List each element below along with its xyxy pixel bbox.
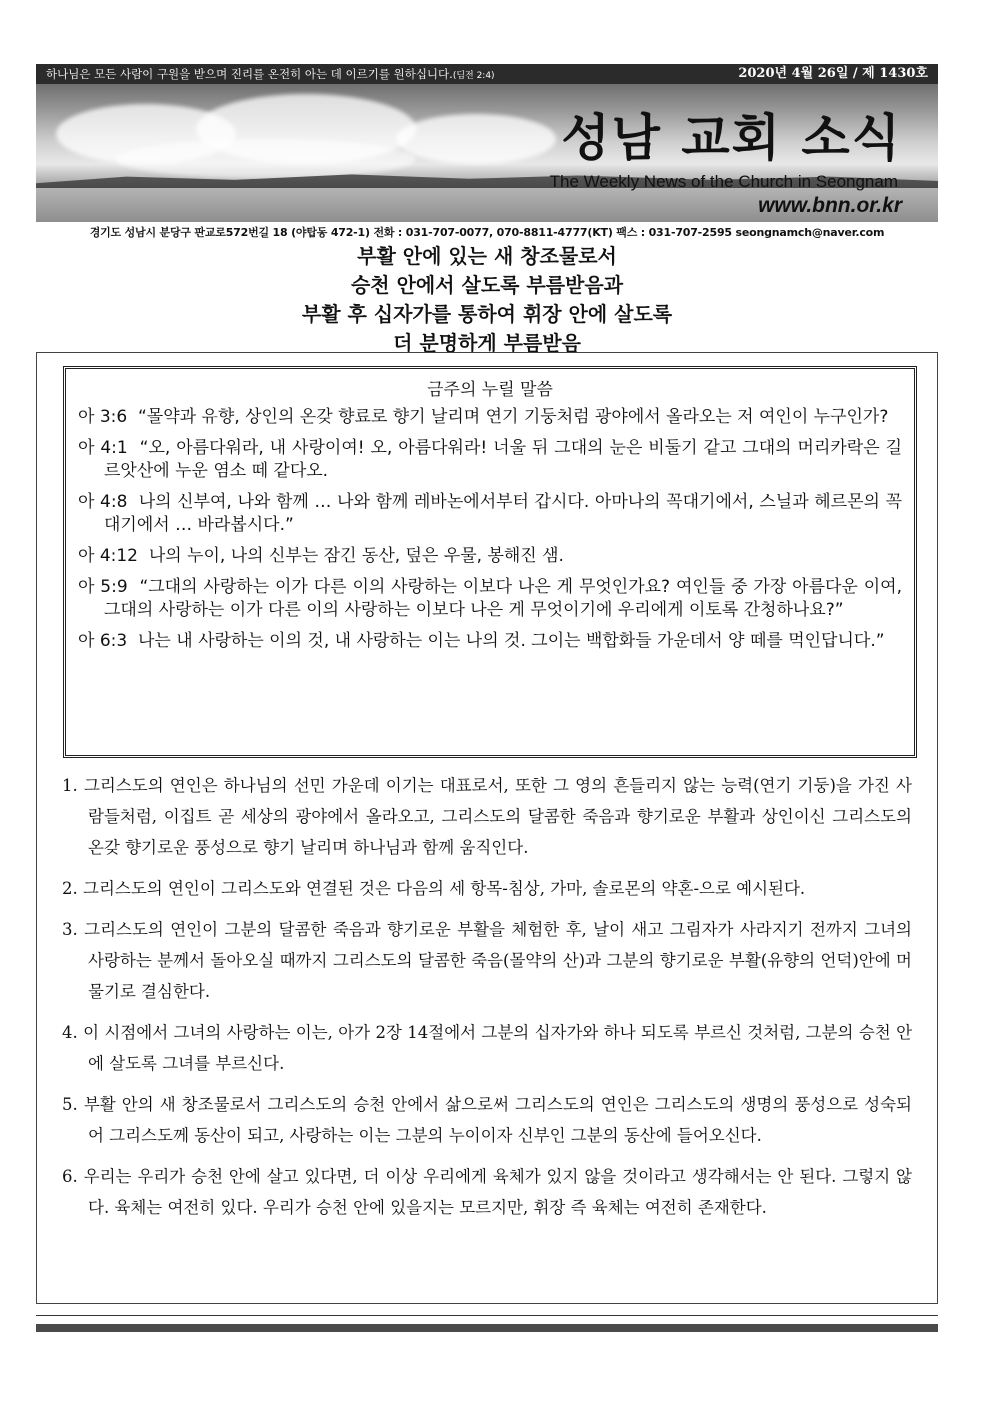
verse-item: 아 5:9 “그대의 사랑하는 이가 다른 이의 사랑하는 이보다 나은 게 무엇인가요? 여인들 중 가장 아름다운 이여, 그대의 사랑하는 이가 다른 이의 사랑하는 이보다 나은 게 무엇이기에 우리에게 이토록 간청하나요?” [78, 577, 902, 620]
outline-point: 4. 이 시점에서 그녀의 사랑하는 이는, 아가 2장 14절에서 그분의 십자가와 하나 되도록 부르신 것처럼, 그분의 승천 안에 살도록 그녀를 부르신다. [62, 1023, 913, 1073]
newsletter-title: 성남 교회 소식 [561, 109, 902, 167]
outline-point: 3. 그리스도의 연인이 그분의 달콤한 죽음과 향기로운 부활을 체험한 후, 날이 새고 그림자가 사라지기 전까지 그녀의 사랑하는 분께서 돌아오실 때까지 그리스도의 달콤한 죽음(몰약의 산)과 그분의 향기로운 부활(유향의 언덕)안에 머물기로 결심한다. [62, 920, 912, 1001]
outline-point: 1. 그리스도의 연인은 하나님의 선민 가운데 이기는 대표로서, 또한 그 영의 흔들리지 않는 능력(연기 기둥)을 가진 사람들처럼, 이집트 곧 세상의 광야에서 올라오고, 그리스도의 달콤한 죽음과 향기로운 부활과 상인이신 그리스도의 온갖 향기로운 풍성으로 향기 날리며 하나님과 함께 움직인다. [62, 776, 912, 857]
verse-item: 아 6:3 나는 내 사랑하는 이의 것, 내 사랑하는 이는 나의 것. 그이는 백합화들 가운데서 양 떼를 먹인답니다.” [78, 631, 885, 651]
outline-point: 6. 우리는 우리가 승천 안에 살고 있다면, 더 이상 우리에게 육체가 있지 않을 것이라고 생각해서는 안 된다. 그렇지 않다. 육체는 여전히 있다. 우리가 승천 안에 있을지는 모르지만, 휘장 즉 육체는 여전히 존재한다. [62, 1167, 912, 1217]
headline-line: 승천 안에서 살도록 부름받음과 [350, 273, 624, 297]
verse-item: 아 3:6 “몰약과 유향, 상인의 온갖 향료로 향기 날리며 연기 기둥처럼 광야에서 올라오는 저 여인이 누구인가? [78, 407, 889, 427]
header-strip [36, 64, 938, 84]
issue-date: 2020년 4월 26일 / 제 1430호 [738, 66, 928, 81]
headline-line: 더 분명하게 부름받음 [393, 331, 581, 355]
verse-item: 아 4:8 나의 신부여, 나와 함께 … 나와 함께 레바논에서부터 갑시다. 아마나의 꼭대기에서, 스닐과 헤르몬의 꼭대기에서 … 바라봅시다.” [78, 492, 902, 535]
motto: 하나님은 모든 사람이 구원을 받으며 진리를 온전히 아는 데 이르기를 원하십니다.(딤전 2:4) [46, 67, 495, 81]
weekly-verses-box [63, 366, 917, 758]
website-url[interactable]: www.bnn.or.kr [758, 194, 902, 217]
verse-item: 아 4:1 “오, 아름다워라, 내 사랑이여! 오, 아름다워라! 너울 뒤 그대의 눈은 비둘기 같고 그대의 머리카락은 길르앗산에 누운 염소 떼 같다오. [78, 438, 903, 481]
masthead-banner [36, 84, 938, 222]
headline-line: 부활 안에 있는 새 창조물로서 [357, 244, 617, 268]
outline-point: 2. 그리스도의 연인이 그리스도와 연결된 것은 다음의 세 항목-침상, 가마, 솔로몬의 약혼-으로 예시된다. [62, 879, 806, 898]
contact-info: 경기도 성남시 분당구 판교로572번길 18 (야탑동 472-1) 전화 : 031-707-0077, 070-8811-4777(KT) 팩스 : 031-707-2595 seongnamch@naver.com [89, 226, 885, 239]
newsletter-subtitle: The Weekly News of the Church in Seongnam [549, 172, 898, 191]
verse-item: 아 4:12 나의 누이, 나의 신부는 잠긴 동산, 덮은 우물, 봉해진 샘. [78, 546, 564, 566]
footer-divider [36, 1315, 938, 1316]
headline-line: 부활 후 십자가를 통하여 휘장 안에 살도록 [301, 302, 673, 326]
verses-title: 금주의 누릴 말씀 [427, 380, 553, 400]
outline-points [62, 770, 912, 1233]
outline-point: 5. 부활 안의 새 창조물로서 그리스도의 승천 안에서 삶으로써 그리스도의 연인은 그리스도의 생명의 풍성으로 성숙되어 그리스도께 동산이 되고, 사랑하는 이는 그분의 누이이자 신부인 그분의 동산에 들어오신다. [62, 1095, 912, 1145]
footer-bar [36, 1324, 938, 1332]
headline [36, 242, 938, 358]
